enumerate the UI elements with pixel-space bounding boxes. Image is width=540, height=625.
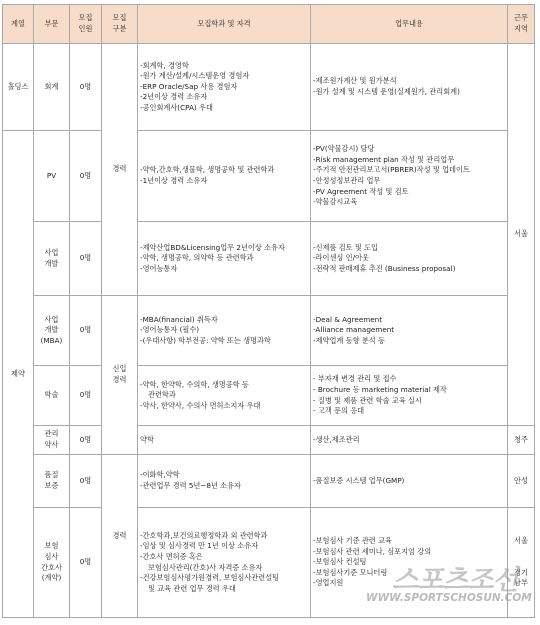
affiliate-cell: 홀딩스 xyxy=(3,44,34,131)
watermark-logo: 스포츠조선 xyxy=(392,565,518,596)
table-row xyxy=(3,131,535,222)
qualification-cell: -이화학,약학 -관련업무 경력 5년~8년 소유자 xyxy=(138,455,311,508)
count-cell: 0명 xyxy=(70,222,102,296)
qualification-cell: -약학, 한약학, 수의학, 생명공학 등 관련학과 -약사, 한약사, 수의사 면허소지자 우대 xyxy=(138,366,311,426)
duty-cell: -품질보증 시스템 업무(GMP) xyxy=(311,455,508,508)
dept-cell: 품질 보증 xyxy=(34,455,70,508)
count-cell: 0명 xyxy=(70,44,102,131)
table-row xyxy=(3,426,535,455)
dept-cell: 보험 심사 간호사 (계약) xyxy=(34,508,70,618)
duty-cell: -보험심사 기준 관련 교육 -보험심사 관련 세미나, 심포지엄 강의 -보험심사 컨설팅 -보험심사기준 모니터링 -영업지원 xyxy=(311,508,508,618)
count-cell: 0명 xyxy=(70,508,102,618)
type-cell: 경력 xyxy=(102,44,138,296)
dept-cell: PV xyxy=(34,131,70,222)
qualification-cell: 약학 xyxy=(138,426,311,455)
duty-cell: -신제품 검토 및 도입 -라이센싱 인/아웃 -전략적 판매제휴 추진 (Business proposal) xyxy=(311,222,508,296)
header-region: 근무 지역 xyxy=(508,5,535,44)
region-cell: 서울 경기 남부 xyxy=(508,508,535,618)
duty-cell: - 부자재 변경 관리 및 접수 - Brochure 등 marketing material 제작 - 질병 및 제품 관련 학술 교육 실시 - 고객 문의 응대 xyxy=(311,366,508,426)
count-cell: 0명 xyxy=(70,131,102,222)
table-row xyxy=(3,44,535,131)
type-cell: 신입 경력 xyxy=(102,296,138,455)
duty-cell: -PV(약물감시) 담당 -Risk management plan 작성 및 관리업무 -주기적 안전관리보고서(PBRER)작성 및 업데이트 -안정성정보관리 업무 -PV Agreement 작성 및 검토 -약물감시교육 xyxy=(311,131,508,222)
dept-cell: 학술 xyxy=(34,366,70,426)
dept-cell: 회계 xyxy=(34,44,70,131)
table-row xyxy=(3,455,535,508)
header-affiliate: 계열 xyxy=(3,5,34,44)
affiliate-cell: 제약 xyxy=(3,131,34,618)
dept-cell: 관리 약사 xyxy=(34,426,70,455)
table-row xyxy=(3,222,535,296)
count-cell: 0명 xyxy=(70,366,102,426)
duty-cell: -Deal & Agreement -Alliance management -제약업계 동향 분석 등 xyxy=(311,296,508,366)
header-qualification: 모집학과 및 자격 xyxy=(138,5,311,44)
region-cell: 안성 xyxy=(508,455,535,508)
qualification-cell: -MBA(financial) 취득자 -영어능통자 (필수) -(우대사항) 학부전공: 약학 또는 생명과학 xyxy=(138,296,311,366)
count-cell: 0명 xyxy=(70,455,102,508)
region-cell: 청주 xyxy=(508,426,535,455)
qualification-cell: -회계학, 경영학 -원가 계산/설계/시스템운영 경험자 -ERP Oracle/Sap 사용 경험자 -2년이상 경력 소유자 -공인회계사(CPA) 우대 xyxy=(138,44,311,131)
qualification-cell: -간호학과,보건의료행정학과 외 관련학과 -임상 및 심사경력 만 1년 이상 소유자 -간호사 면허증 혹은 보험심사관리(간호)사 자격증 소유자 -건강보험심사평가원경력, 보험심사관련설팅 및 교육 관련 업무 경력 우대 xyxy=(138,508,311,618)
recruitment-table xyxy=(2,4,535,618)
dept-cell: 사업 개발 (MBA) xyxy=(34,296,70,366)
table-row xyxy=(3,296,535,366)
type-cell: 경력 xyxy=(102,455,138,618)
table-row xyxy=(3,366,535,426)
dept-cell: 사업 개발 xyxy=(34,222,70,296)
qualification-cell: -제약산업BD&Licensing업무 2년이상 소유자 -약학, 생명공학, 의약학 등 관련학과 -영어능통자 xyxy=(138,222,311,296)
header-count: 모집 인원 xyxy=(70,5,102,44)
qualification-cell: -약학,간호학,생물학, 생명공학 및 관련학과 -1년이상 경력 소유자 xyxy=(138,131,311,222)
header-dept: 부문 xyxy=(34,5,70,44)
count-cell: 0명 xyxy=(70,426,102,455)
count-cell: 0명 xyxy=(70,296,102,366)
watermark-url: WWW.SPORTSCHOSUN.COM xyxy=(366,592,532,604)
header-type: 모집 구분 xyxy=(102,5,138,44)
duty-cell: -생산,제조관리 xyxy=(311,426,508,455)
header-duty: 업무내용 xyxy=(311,5,508,44)
region-cell: 서울 xyxy=(508,44,535,426)
header-row xyxy=(3,5,535,44)
duty-cell: -제조원가계산 및 원가분석 -원가 설계 및 시스템 운영(실제원가, 관리회계) xyxy=(311,44,508,131)
